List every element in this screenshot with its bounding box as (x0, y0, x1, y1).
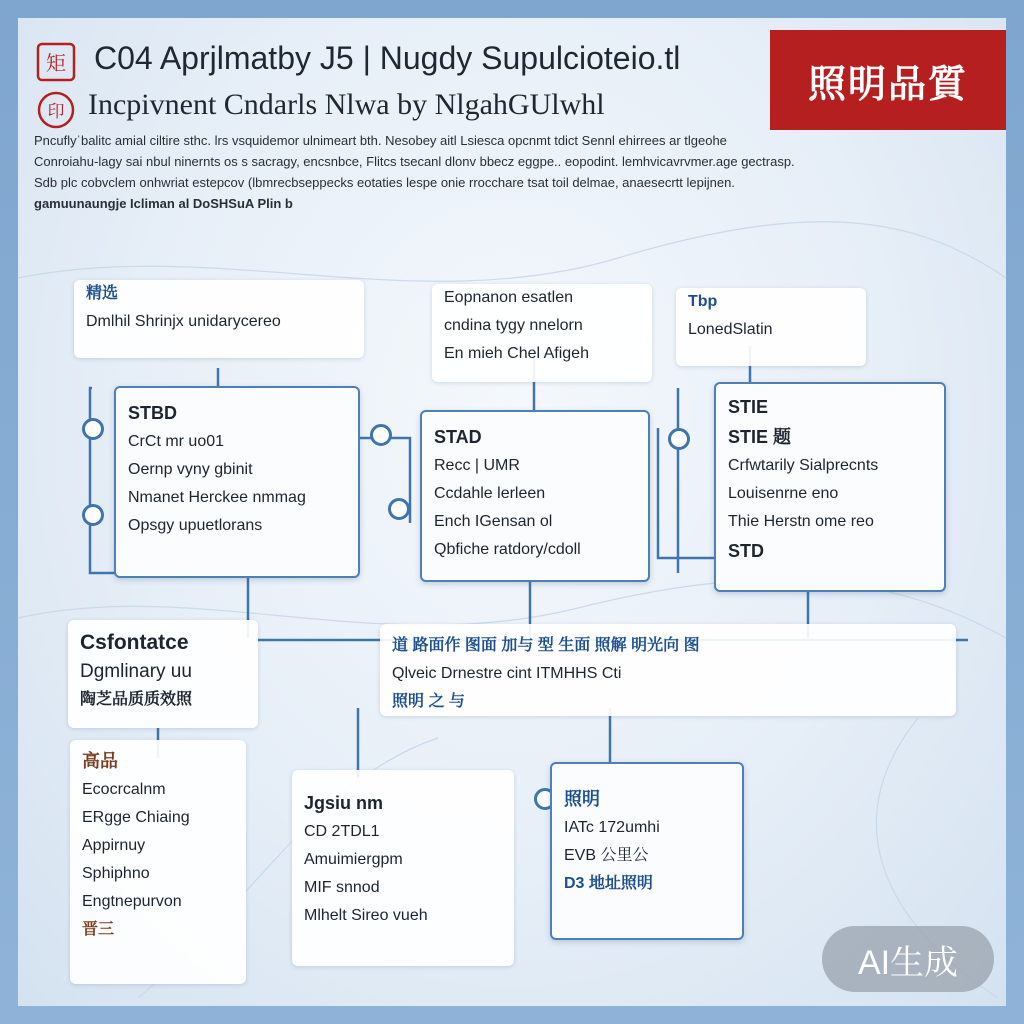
seal-top-text: 矩 (46, 51, 66, 75)
bottom-line: EVB 公里公 (564, 847, 649, 864)
side-panel (68, 620, 258, 728)
step-line: Louisenrne eno (728, 485, 839, 502)
bottom-box-1 (70, 740, 246, 984)
step-line: Oernp vyny gbinit (128, 461, 253, 478)
bottom-line: Amuimiergpm (304, 851, 403, 868)
intro-line: Sdb plc cobvclem onhwriat estepcov (lbmrecbseppecks eotaties lespe onie rrocchare tsat toil delmae, anaesecrtt lepijnen. (34, 175, 735, 190)
step-box-2 (420, 410, 650, 582)
seal-mid-text: 印 (47, 102, 65, 122)
top-label-text: En mieh Chel Afigeh (444, 345, 589, 362)
wide-panel-cn: 照明 之 与 (392, 693, 465, 710)
wide-panel (380, 624, 956, 716)
top-label-3 (676, 288, 866, 366)
bottom-heading: Jgsiu nm (304, 793, 384, 813)
step-subheading: STIE 题 (728, 427, 792, 447)
step-line: Ench IGensan ol (434, 513, 553, 530)
bottom-heading: 高品 (82, 751, 118, 771)
bottom-line: Appirnuy (82, 837, 146, 854)
bottom-line: Sphiphno (82, 865, 150, 882)
intro-text (34, 130, 1000, 214)
bottom-line: D3 地址照明 (564, 875, 653, 892)
title-line-1: C04 Aprjlmatby J5 | Nugdy Supulcioteio.tl (94, 40, 681, 76)
intro-line: Conroiahu-lagy sai nbul ninernts os s sacragy, encsnbce, Flitcs tsecanl dlonv bbecz eggpe.. eopodint. lemhvicavrvmer.age gectrasp. (34, 154, 795, 169)
step-line: Opsgy upuetlorans (128, 517, 263, 534)
step-line: Thie Herstn ome reo (728, 513, 874, 530)
step-box-1 (114, 386, 360, 578)
top-label-title: Tbp (688, 293, 718, 310)
connector-node-icon (82, 418, 104, 440)
top-label-text: LonedSlatin (688, 321, 773, 338)
ai-generated-watermark: AI生成 (822, 926, 994, 992)
step-line: Crfwtarily Sialprecnts (728, 457, 879, 474)
step-line: Ccdahle lerleen (434, 485, 546, 502)
bottom-line: IATc 172umhi (564, 819, 660, 836)
step-line: Nmanet Herckee nmmag (128, 489, 306, 506)
step-box-3 (714, 382, 946, 592)
connector-node-icon (388, 498, 410, 520)
connector-node-icon (82, 504, 104, 526)
connector-node-icon (370, 424, 392, 446)
bottom-line: Mlhelt Sireo vueh (304, 907, 428, 924)
bottom-box-2 (292, 770, 514, 966)
bottom-box-3 (550, 762, 744, 940)
step-line: CrCt mr uo01 (128, 433, 225, 450)
bottom-line: ERgge Chiaing (82, 809, 190, 826)
step-line: Qbfiche ratdory/cdoll (434, 541, 581, 558)
step-line: STD (728, 541, 764, 561)
connector-node-icon (668, 428, 690, 450)
top-label-2 (432, 284, 652, 382)
top-label-text: cndina tygy nnelorn (444, 317, 583, 334)
side-panel-text: Dgmlinary uu (80, 661, 192, 682)
intro-line: Pncuflyˈbalitc amial ciltire sthc. lrs vsquidemor ulnimeart bth. Nesobey aitl Lsiesca opcnmt tdict Sennl ehirrees ar tlgeohe (34, 133, 727, 148)
round-seal-icon (34, 88, 78, 132)
top-label-text: Dmlhil Shrinjx unidarycereo (86, 313, 281, 330)
top-label-title: 精选 (86, 285, 119, 302)
top-label-title: Eopnanon esatlen (444, 289, 573, 306)
side-panel-title: Csfontatce (80, 631, 189, 654)
seal-icon (34, 40, 78, 84)
bottom-line: Engtnepurvon (82, 893, 182, 910)
bottom-line: Ecocrcalnm (82, 781, 166, 798)
intro-line: gamuunaungje Icliman al DoSHSuA Plin b (34, 196, 293, 211)
step-heading: STBD (128, 403, 177, 423)
step-line: Recc | UMR (434, 457, 520, 474)
diagram-canvas (18, 18, 1006, 1006)
side-panel-text: 陶芝品质质效照 (80, 691, 193, 708)
bottom-heading: 照明 (564, 789, 600, 809)
wide-panel-text: Qlveic Drnestre cint ITMHHS Cti (392, 665, 622, 682)
red-banner: 照明品質 (770, 30, 1006, 130)
title-line-2: Incpivnent Cndarls Nlwa by NlgahGUlwhl (88, 88, 605, 121)
step-heading: STIE (728, 397, 769, 417)
bottom-line: MIF snnod (304, 879, 380, 896)
bottom-line: 晋三 (82, 921, 115, 938)
top-label-1 (74, 280, 364, 358)
bottom-line: CD 2TDL1 (304, 823, 380, 840)
step-heading: STAD (434, 427, 482, 447)
wide-panel-cn: 道 路面作 图面 加与 型 生面 照解 明光向 图 (392, 637, 700, 654)
